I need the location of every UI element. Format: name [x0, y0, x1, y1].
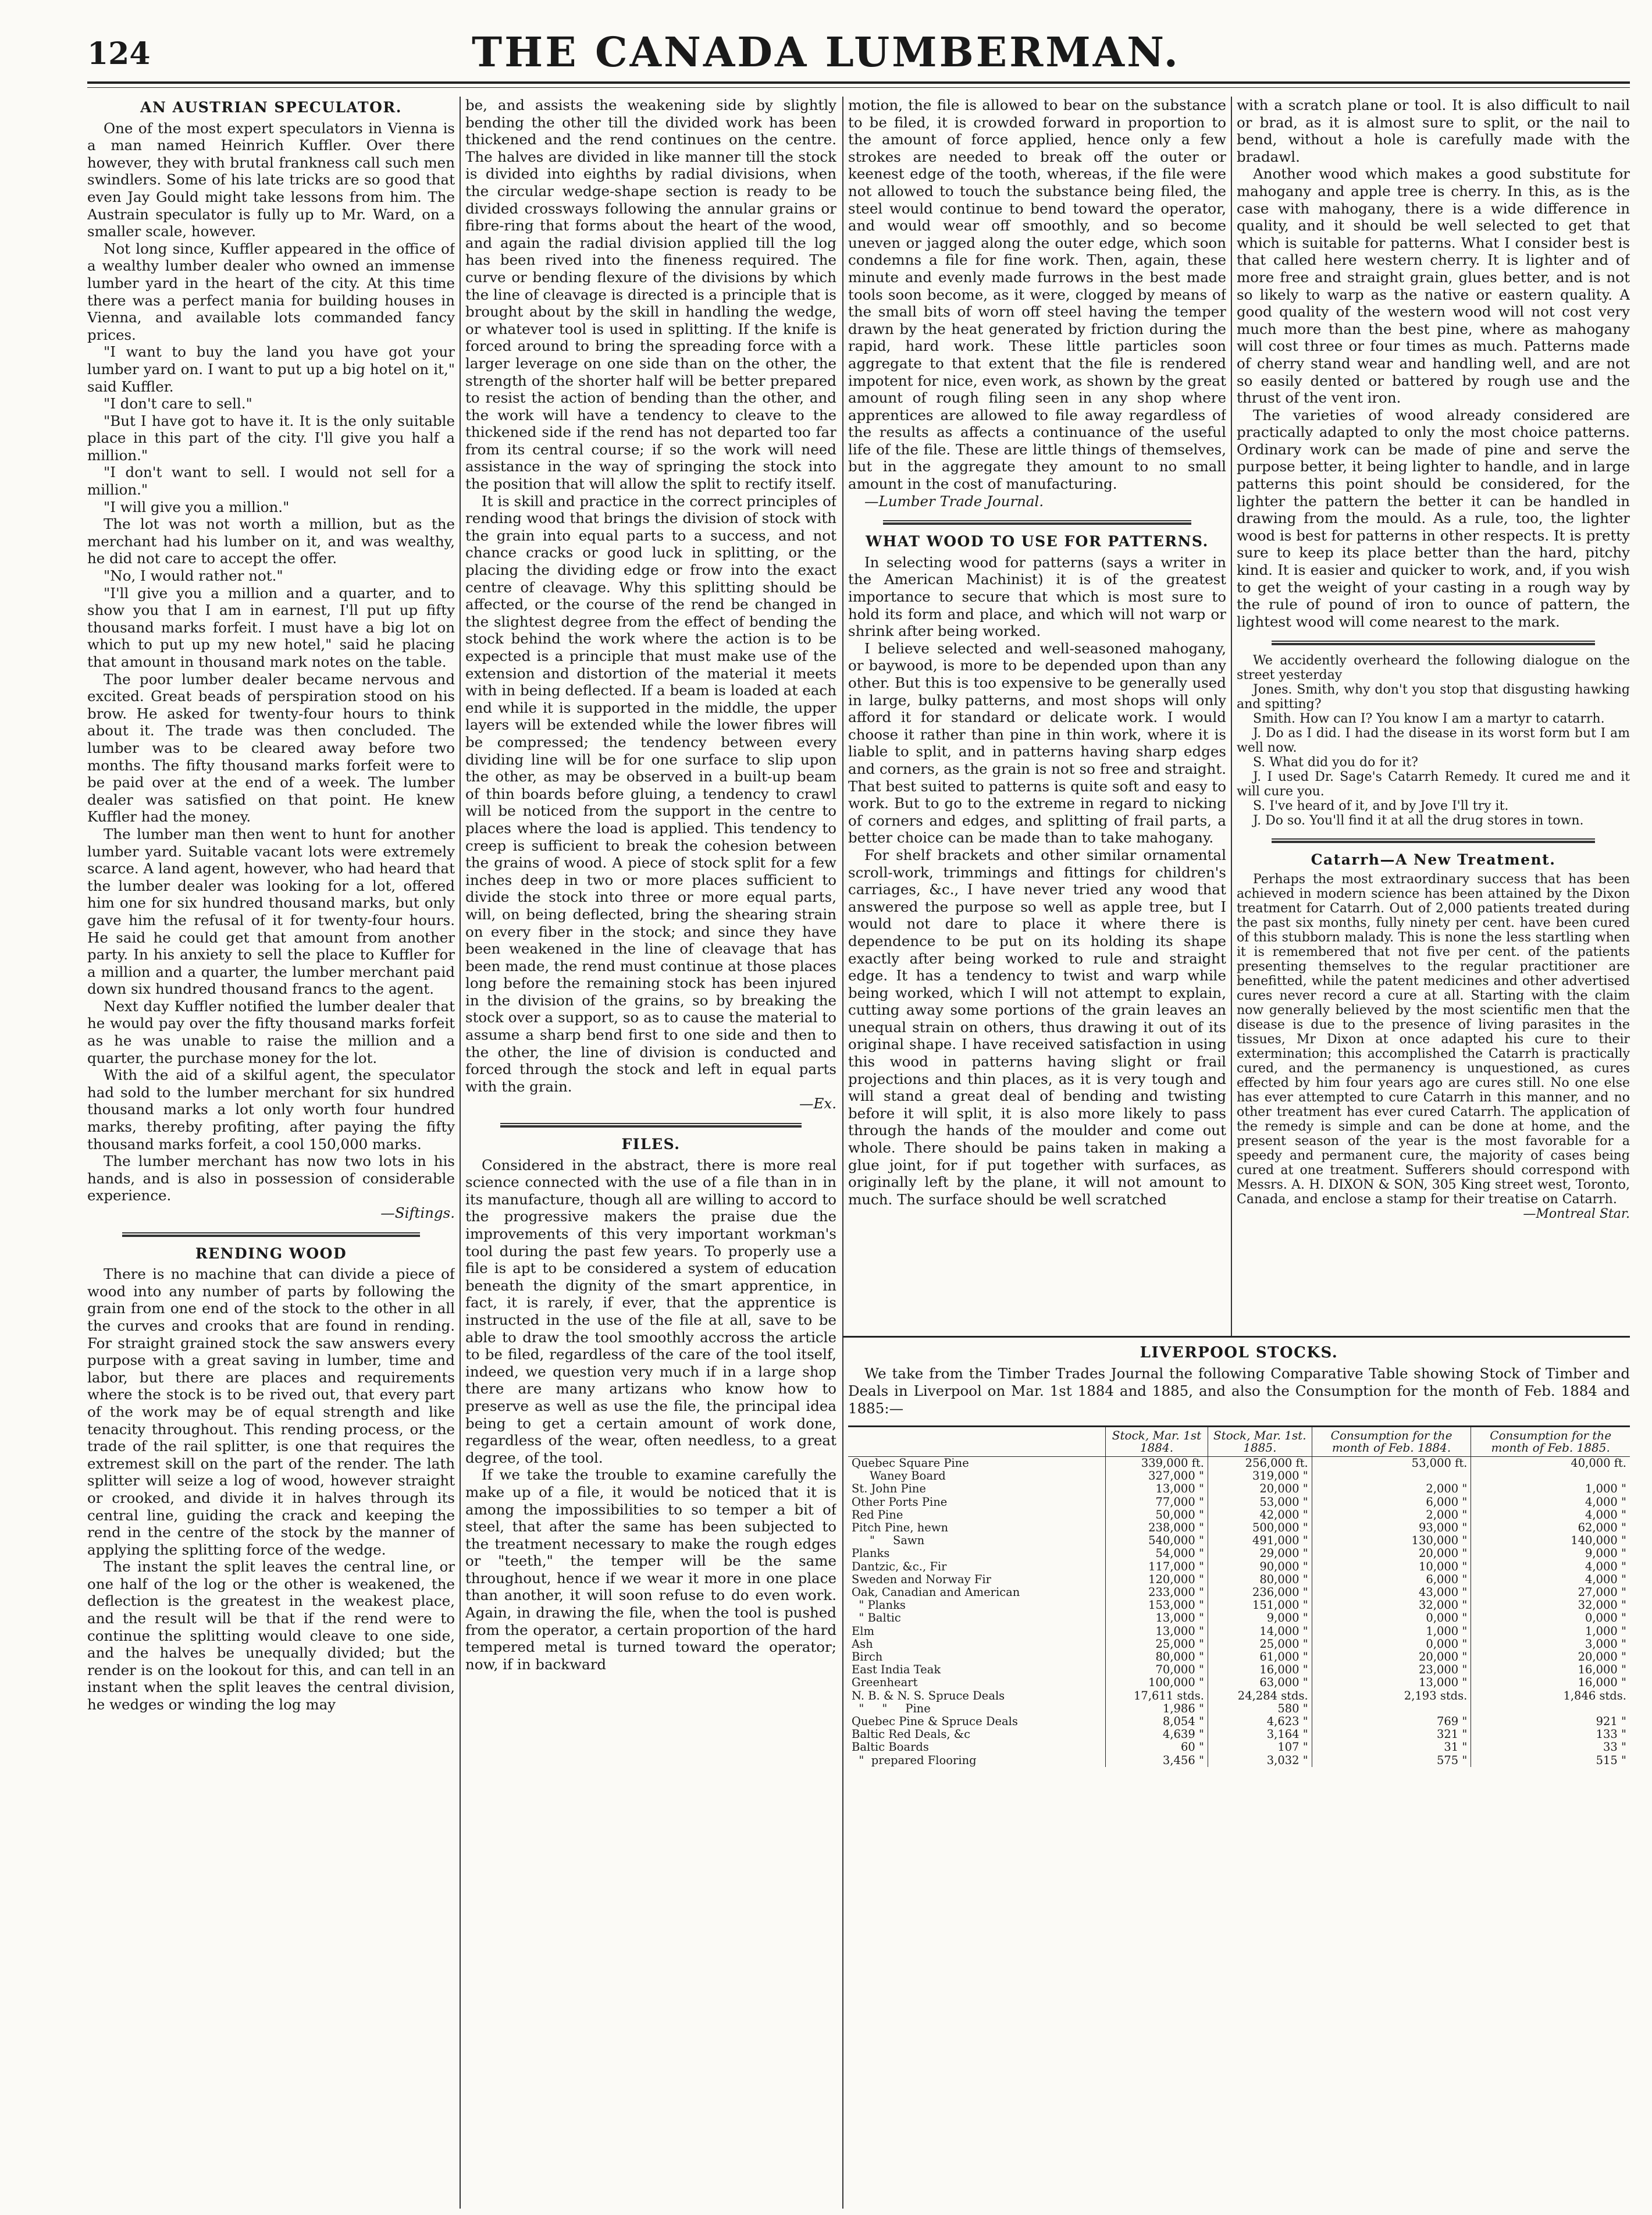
paragraph: It is skill and practice in the correct principles of rending wood that brings the division of stock with the grain into equal parts to a success, and not chance cracks or good luck in splitting, or the placing the dividing edge or frow into the exact centre of cleavage. Why this splitting should be affected, or the course of the rend be changed in the slightest degree from the effect of bending the stock behind the work where the action is to be expected is a principle that must make use of the extension and distortion of the material it meets with in being deflected. If a beam is loaded at each end while it is supported in the middle, the upper layers will be extended while the lower fibres will be compressed; the tendency between every dividing line will be for one surface to slip upon the other, as may be observed in a built-up beam of thin boards before gluing, a tendency to crawl will be noticed from the support in the centre to places where the load is applied. This tendency to creep is sufficient to break the cohesion between the grains of wood. A piece of stock split for a few inches deep in two or more places sufficient to divide the stock into three or more equal parts, will, on being deflected, bring the shearing strain on every fiber in the stock; and since they have been weakened in the line of cleavage that has been made, the rend must continue at those places long before the remaining stock has been injured in the division of the grains, so by breaking the stock over a support, so as to cause the material to assume a sharp bend first to one side and then to the other, the line of division is conducted and forced through the stock and left in equal parts with the grain. — [465, 492, 836, 1095]
table-row — [848, 1741, 1630, 1754]
stocks-header-blank — [848, 1427, 1106, 1457]
article-separator — [1272, 641, 1595, 642]
stock-value: 13,000 " — [1312, 1676, 1471, 1689]
files-signature: —Lumber Trade Journal. — [864, 492, 1044, 510]
article-separator — [1272, 643, 1595, 645]
table-row — [848, 1573, 1630, 1586]
article-separator — [883, 522, 1191, 525]
column-rule — [842, 97, 843, 2209]
stock-value: 1,846 stds. — [1471, 1690, 1630, 1702]
paragraph: If we take the trouble to examine carefully the make up of a file, it would be noticed that it is among the impossibilities to so temper a bit of steel, that after the same has been subjected to the treatment necessary to make the rough edges or "teeth," the temper will be the same throughout, hence if we wear it more in one place than another, it will soon refuse to do even work. Again, in drawing the file, when the tool is pushed from the operator, a certain proportion of the hard tempered metal is turned toward the operator; now, if in backward — [465, 1466, 836, 1673]
stock-value: 6,000 " — [1312, 1496, 1471, 1509]
stock-item-name: Sweden and Norway Fir — [852, 1572, 991, 1586]
stock-value: 3,164 " — [1208, 1728, 1312, 1741]
patterns-body-part2 — [1237, 97, 1630, 630]
stock-value: 43,000 " — [1312, 1586, 1471, 1599]
stock-item-name: Dantzic, &c., Fir — [852, 1559, 947, 1573]
table-row — [848, 1715, 1630, 1728]
stock-item-name: East India Teak — [852, 1663, 941, 1677]
stock-value: 319,000 " — [1208, 1470, 1312, 1482]
patterns-body-part1 — [848, 554, 1226, 1208]
stock-value: 107 " — [1208, 1741, 1312, 1754]
stocks-header-row — [848, 1427, 1630, 1457]
stock-value: 20,000 " — [1312, 1547, 1471, 1560]
table-row — [848, 1663, 1630, 1676]
stocks-header: Consumption for the month of Feb. 1885. — [1471, 1427, 1630, 1457]
catarrh-signature: —Montreal Star. — [1523, 1207, 1630, 1221]
paragraph: "No, I would rather not." — [104, 567, 283, 585]
article-title-files: FILES. — [621, 1136, 681, 1153]
stock-value: 327,000 " — [1106, 1470, 1208, 1482]
paragraph: J. Do so. You'll find it at all the drug stores in town. — [1253, 813, 1584, 829]
stocks-rule — [842, 1336, 1630, 1338]
stocks-header: Stock, Mar. 1st 1884. — [1106, 1427, 1208, 1457]
table-row — [848, 1509, 1630, 1521]
stock-value: 16,000 " — [1471, 1663, 1630, 1676]
rending-body-part2 — [465, 97, 836, 1095]
stock-value: 53,000 " — [1208, 1496, 1312, 1509]
stock-value: 117,000 " — [1106, 1560, 1208, 1573]
stock-value: 13,000 " — [1106, 1625, 1208, 1638]
stock-value: 4,623 " — [1208, 1715, 1312, 1728]
stock-value: 580 " — [1208, 1702, 1312, 1715]
austrian-body — [87, 120, 455, 1204]
paragraph: Considered in the abstract, there is more real science connected with the use of a file than in in its manufacture, though all are willing to accord to the progressive makers the praise due the improvements of this very important workman's tool during the past few years. To properly use a file is apt to be considered a system of education beneath the dignity of the smart apprentice, in fact, it is rarely, if ever, that the apprentice is instructed in the use of the file at all, save to be able to draw the tool smoothly accross the article to be filed, regardless of the care of the tool itself, indeed, we question very much if in a large shop there are many artizans who know how to preserve as well as use the file, the principal idea being to get a certain amount of work done, regardless of the wear, often needless, to a great degree, of the tool. — [465, 1156, 836, 1466]
stock-item-name: Quebec Square Pine — [852, 1456, 969, 1470]
paragraph: "I will give you a million." — [104, 498, 290, 515]
paragraph: motion, the file is allowed to bear on the substance to be filed, it is crowded forward in proportion to the amount of force applied, hence only a few strokes are needed to break off the outer or keenest edge of the tooth, whereas, if the file were not allowed to touch the substance being filed, the steel would continue to bend toward the operator, and would wear off smoothly, and so become uneven or jagged along the outer edge, which soon condemns a file for fine work. Then, again, these minute and evenly made furrows in the best made tools soon become, as it were, clogged by means of the small bits of worn off steel having the temper drawn by the heat generated by friction during the rapid, hard work. These little particles soon aggregate to that extent that the file is rendered impotent for nice, even work, as shown by the great amount of rough filing seen in any shop where apprentices are allowed to file away regardless of the results as affects a continuance of the useful life of the file. These are little things of themselves, but in the aggregate they amount to no small amount in the cost of manufacturing. — [848, 97, 1226, 493]
stock-value: 8,054 " — [1106, 1715, 1208, 1728]
table-row — [848, 1690, 1630, 1702]
article-separator — [883, 520, 1191, 521]
stock-value: 130,000 " — [1312, 1534, 1471, 1547]
stock-value: 33 " — [1471, 1741, 1630, 1754]
stock-value: 20,000 " — [1471, 1651, 1630, 1663]
article-separator — [500, 1125, 802, 1128]
table-row — [848, 1457, 1630, 1470]
article-title-catarrh: Catarrh—A New Treatment. — [1311, 851, 1556, 869]
stock-value: 29,000 " — [1208, 1547, 1312, 1560]
stock-value: 339,000 ft. — [1106, 1457, 1208, 1470]
paragraph: The lumber man then went to hunt for another lumber yard. Suitable vacant lots were extremely scarce. A land agent, however, who had heard that the lumber dealer was looking for a lot, offered him one for six hundred thousand marks, but only gave him the refusal of it for twenty-four hours. He said he could get that amount from another party. In his anxiety to sell the place to Kuffler for a million and a quarter, the lumber merchant paid down six hundred thousand francs to the agent. — [87, 825, 455, 998]
stock-value: 16,000 " — [1471, 1676, 1630, 1689]
stock-value: 60 " — [1106, 1741, 1208, 1754]
stock-value: 63,000 " — [1208, 1676, 1312, 1689]
paragraph: The poor lumber dealer became nervous and excited. Great beads of perspiration stood on his brow. He asked for twenty-four hours to think about it. The trade was then concluded. The lumber was to be cleared away before two months. The fifty thousand marks forfeit were to be paid over at the end of a week. The lumber dealer was satisfied on that point. He knew Kuffler had the money. — [87, 670, 455, 826]
paragraph: The lot was not worth a million, but as the merchant had his lumber on it, and was wealthy, he did not care to accept the offer. — [87, 515, 455, 567]
table-row — [848, 1586, 1630, 1599]
stock-value: 540,000 " — [1106, 1534, 1208, 1547]
stock-item-name: Baltic Boards — [852, 1740, 929, 1754]
stock-item-name: Pitch Pine, hewn — [852, 1521, 949, 1535]
stock-value: 0,000 " — [1312, 1612, 1471, 1624]
stock-value: 16,000 " — [1208, 1663, 1312, 1676]
stock-item-name: " prepared Flooring — [852, 1753, 977, 1767]
stock-value: 233,000 " — [1106, 1586, 1208, 1599]
stock-item-name: Red Pine — [852, 1508, 903, 1521]
article-separator — [500, 1123, 802, 1124]
paragraph: One of the most expert speculators in Vienna is a man named Heinrich Kuffler. Over there however, they with brutal frankness call such men swindlers. Some of his late tricks are so good that even Jay Gould might take lessons from him. The Austrain speculator is fully up to Mr. Ward, on a smaller scale, however. — [87, 119, 455, 240]
table-row — [848, 1728, 1630, 1741]
table-row — [848, 1625, 1630, 1638]
stock-item-name: Planks — [852, 1546, 890, 1560]
stock-value: 153,000 " — [1106, 1599, 1208, 1612]
paragraph: "I don't care to sell." — [104, 395, 252, 413]
stock-value: 32,000 " — [1471, 1599, 1630, 1612]
stock-item-name: Waney Board — [852, 1469, 946, 1483]
stock-value: 25,000 " — [1208, 1638, 1312, 1651]
stock-item-name: Birch — [852, 1650, 883, 1664]
rending-signature: —Ex. — [799, 1095, 836, 1112]
paragraph: There is no machine that can divide a piece of wood into any number of parts by following the grain from one end of the stock to the other in all the curves and crooks that are found in rending. For straight grained stock the saw answers every purpose with a great saving in lumber, time and labor, but there are places and requirements where the stock is to be rived out, that every part of the work may be of equal strength and like tenacity throughout. This rending process, or the trade of the rail splitter, is one that requires the extremest skill on the part of the render. The lath splitter will seize a log of wood, however straight or crooked, and divide it in halves through its central line, guiding the crack and keeping the rend in the centre of the stock by the manner of applying the splitting force of the wedge. — [87, 1265, 455, 1558]
dialogue-intro: We accidently overheard the following dialogue on the street yesterday — [1237, 653, 1630, 683]
stocks-intro: We take from the Timber Trades Journal the following Comparative Table showing Stock of Timber and Deals in Liverpool on Mar. 1st 1884 and 1885, and also the Consumption for the month of Feb. 1884 and 1885:— — [848, 1365, 1630, 1417]
header-rule-thin — [87, 87, 1630, 88]
stock-value: 2,000 " — [1312, 1482, 1471, 1495]
column-4 — [1237, 97, 1630, 1336]
stock-value — [1471, 1470, 1630, 1482]
table-row — [848, 1702, 1630, 1715]
paragraph: S. I've heard of it, and by Jove I'll try it. — [1253, 799, 1509, 814]
stock-value: 20,000 " — [1312, 1651, 1471, 1663]
stock-value: 769 " — [1312, 1715, 1471, 1728]
paragraph: The lumber merchant has now two lots in his hands, and is also in possession of considerable experience. — [87, 1153, 455, 1204]
stock-value: 42,000 " — [1208, 1509, 1312, 1521]
stock-value: 17,611 stds. — [1106, 1690, 1208, 1702]
stock-value: 6,000 " — [1312, 1573, 1471, 1586]
liverpool-stocks — [848, 1344, 1630, 1767]
table-row — [848, 1547, 1630, 1560]
stock-value: 3,000 " — [1471, 1638, 1630, 1651]
paragraph: Jones. Smith, why don't you stop that disgusting hawking and spitting? — [1237, 682, 1630, 712]
stock-value: 10,000 " — [1312, 1560, 1471, 1573]
stock-value: 4,000 " — [1471, 1560, 1630, 1573]
table-row — [848, 1638, 1630, 1651]
table-row — [848, 1470, 1630, 1482]
stock-item-name: Oak, Canadian and American — [852, 1585, 1020, 1599]
paragraph: "I want to buy the land you have got your lumber yard on. I want to put up a big hotel on it," said Kuffler. — [87, 343, 455, 395]
stocks-table — [848, 1425, 1630, 1767]
stock-value: 77,000 " — [1106, 1496, 1208, 1509]
stock-value: 921 " — [1471, 1715, 1630, 1728]
table-row — [848, 1612, 1630, 1624]
article-separator — [122, 1235, 420, 1237]
stock-item-name: St. John Pine — [852, 1482, 926, 1496]
paragraph: The varieties of wood already considered are practically adapted to only the most choice patterns. Ordinary work can be made of pine and serve the purpose better, it being lighter to handle, and in large patterns this point should be considered, for the lighter the pattern the better it can be handled in drawing from the mould. As a rule, too, the lighter wood is best for patterns in other respects. It is pretty sure to keep its place better than the hard, pitchy kind. It is easier and quicker to work, and, if you wish to get the weight of your casting in a rough way by the rule of pound of iron to ounce of pattern, the lightest wood will come nearest to the mark. — [1237, 406, 1630, 630]
stock-value: 100,000 " — [1106, 1676, 1208, 1689]
stock-value: 4,639 " — [1106, 1728, 1208, 1741]
table-row — [848, 1651, 1630, 1663]
stock-value: 93,000 " — [1312, 1521, 1471, 1534]
paragraph: S. What did you do for it? — [1253, 755, 1418, 770]
paragraph: "I don't want to sell. I would not sell for a million." — [87, 464, 455, 499]
article-title-austrian: AN AUSTRIAN SPECULATOR. — [140, 99, 402, 116]
files-body-part2 — [848, 97, 1226, 493]
article-title-rending: RENDING WOOD — [195, 1245, 347, 1262]
catarrh-body — [1237, 872, 1630, 1207]
stock-item-name: " " Pine — [852, 1701, 931, 1715]
paragraph: with a scratch plane or tool. It is also difficult to nail or brad, as it is almost sure to split, or the nail to bend, without a hole is carefully made with the bradawl. — [1237, 97, 1630, 165]
paragraph: "But I have got to have it. It is the only suitable place in this part of the city. I'll give you half a million." — [87, 412, 455, 464]
stock-value: 13,000 " — [1106, 1482, 1208, 1495]
stock-value: 575 " — [1312, 1754, 1471, 1767]
stock-value: 61,000 " — [1208, 1651, 1312, 1663]
stock-value: 70,000 " — [1106, 1663, 1208, 1676]
table-row — [848, 1599, 1630, 1612]
stock-value: 80,000 " — [1208, 1573, 1312, 1586]
dialogue-lines — [1237, 682, 1630, 828]
paragraph: J. Do as I did. I had the disease in its worst form but I am well now. — [1237, 726, 1630, 756]
paragraph: "I'll give you a million and a quarter, and to show you that I am in earnest, I'll put up fifty thousand marks forfeit. I must have a big lot on which to put up my new hotel," said he placing that amount in thousand mark notes on the table. — [87, 584, 455, 670]
stock-value: 140,000 " — [1471, 1534, 1630, 1547]
stock-value: 120,000 " — [1106, 1573, 1208, 1586]
stock-value: 50,000 " — [1106, 1509, 1208, 1521]
stock-value: 3,456 " — [1106, 1754, 1208, 1767]
article-separator — [122, 1232, 420, 1233]
table-row — [848, 1521, 1630, 1534]
stocks-header: Stock, Mar. 1st. 1885. — [1208, 1427, 1312, 1457]
table-row — [848, 1676, 1630, 1689]
paragraph: In selecting wood for patterns (says a writer in the American Machinist) it is of the greatest importance to secure that which is most sure to hold its form and place, and which will not warp or shrink after being worked. — [848, 553, 1226, 640]
stock-value: 236,000 " — [1208, 1586, 1312, 1599]
stock-value: 151,000 " — [1208, 1599, 1312, 1612]
paragraph: J. I used Dr. Sage's Catarrh Remedy. It cured me and it will cure you. — [1237, 770, 1630, 799]
stock-value: 4,000 " — [1471, 1573, 1630, 1586]
stock-value: 256,000 ft. — [1208, 1457, 1312, 1470]
article-separator — [1272, 841, 1595, 843]
stock-value: 500,000 " — [1208, 1521, 1312, 1534]
stock-value: 2,193 stds. — [1312, 1690, 1471, 1702]
stock-item-name: Quebec Pine & Spruce Deals — [852, 1715, 1018, 1729]
column-3 — [848, 97, 1226, 1336]
column-rule — [1231, 97, 1232, 1336]
article-title-patterns: WHAT WOOD TO USE FOR PATTERNS. — [866, 533, 1209, 550]
stock-value: 238,000 " — [1106, 1521, 1208, 1534]
stock-value: 32,000 " — [1312, 1599, 1471, 1612]
stock-value: 1,000 " — [1471, 1482, 1630, 1495]
paragraph: Another wood which makes a good substitute for mahogany and apple tree is cherry. In this, as is the case with mahogany, there is a wide difference in quality, and it should be well selected to get that which is suitable for patterns. What I consider best is that called here western cherry. It is lighter and of more free and straight grain, glues better, and is not so likely to warp as the native or eastern quality. A good quality of the western wood will not cost very much more than the best pine, where as mahogany will cost three or four times as much. Patterns made of cherry stand wear and handling well, and are not so easily dented or battered by rough use and the thrust of the vent iron. — [1237, 165, 1630, 407]
stock-value: 1,986 " — [1106, 1702, 1208, 1715]
stock-value: 9,000 " — [1471, 1547, 1630, 1560]
stock-value: 62,000 " — [1471, 1521, 1630, 1534]
stock-value: 31 " — [1312, 1741, 1471, 1754]
stock-item-name: " Baltic — [852, 1611, 901, 1625]
table-row — [848, 1560, 1630, 1573]
stock-value: 2,000 " — [1312, 1509, 1471, 1521]
austrian-signature: —Siftings. — [380, 1204, 455, 1221]
table-row — [848, 1754, 1630, 1767]
stock-value: 54,000 " — [1106, 1547, 1208, 1560]
paragraph: Next day Kuffler notified the lumber dealer that he would pay over the fifty thousand marks forfeit as he was unable to raise the million and a quarter, the purchase money for the lot. — [87, 997, 455, 1066]
paragraph: Perhaps the most extraordinary success that has been achieved in modern science has been attained by the Dixon treatment for Catarrh. Out of 2,000 patients treated during the past six months, fully ninety per cent. have been cured of this stubborn malady. This is none the less startling when it is remembered that not five per cent. of the patients presenting themselves to the regular practitioner are benefitted, while the patent medicines and other advertised cures never record a cure at all. Starting with the claim now generally believed by the most scientific men that the disease is due to the presence of living parasites in the tissues, Mr Dixon at once adapted his cure to their extermination; this accomplished the Catarrh is practically cured, and the permanency is unquestioned, as cures effected by him four years ago are cures still. No one else has ever attempted to cure Catarrh in this manner, and no other treatment has ever cured Catarrh. The application of the remedy is simple and can be done at home, and the present season of the year is the most favorable for a speedy and permanent cure, the majority of cases being cured at one treatment. Sufferers should correspond with Messrs. A. H. DIXON & SON, 305 King street west, Toronto, Canada, and enclose a stamp for their treatise on Catarrh. — [1237, 872, 1630, 1207]
column-1 — [87, 97, 455, 2209]
stock-value: 4,000 " — [1471, 1496, 1630, 1509]
paragraph: With the aid of a skilful agent, the speculator had sold to the lumber merchant for six hundred thousand marks a lot only worth four hundred marks, thereby profiting, after paying the fifty thousand marks forfeit, a cool 150,000 marks. — [87, 1066, 455, 1153]
stock-value: 491,000 " — [1208, 1534, 1312, 1547]
stock-value: 25,000 " — [1106, 1638, 1208, 1651]
paragraph: The instant the split leaves the central line, or one half of the log or the other is weakened, the deflection is the greatest in the weakest place, and the result will be that if the rend were to continue the splitting would cleave to one side, and the halves be unequally divided; but the render is on the lookout for this, and can tell in an instant when the split leaves the central division, he wedges or winding the log may — [87, 1558, 455, 1713]
paragraph: I believe selected and well-seasoned mahogany, or baywood, is more to be depended upon than any other. But this is too expensive to be generally used in large, bulky patterns, and most shops will only afford it for standard or delicate work. I would choose it rather than pine in thin work, where it is liable to split, and in patterns having sharp edges and corners, as the grain is not so free and straight. That best suited to patterns is quite soft and easy to work. But to go to the extreme in regard to nicking of corners and edges, and splitting of frail parts, a better choice can be made than to take mahogany. — [848, 639, 1226, 847]
stock-value: 13,000 " — [1106, 1612, 1208, 1624]
column-2 — [465, 97, 836, 2209]
stock-value: 9,000 " — [1208, 1612, 1312, 1624]
stocks-header: Consumption for the month of Feb. 1884. — [1312, 1427, 1471, 1457]
stock-value: 1,000 " — [1471, 1625, 1630, 1638]
paragraph: Smith. How can I? You know I am a martyr to catarrh. — [1253, 712, 1605, 727]
stock-value: 1,000 " — [1312, 1625, 1471, 1638]
stock-value: 0,000 " — [1312, 1638, 1471, 1651]
stocks-title: LIVERPOOL STOCKS. — [1140, 1344, 1338, 1361]
stocks-table-body — [848, 1457, 1630, 1767]
stock-value: 27,000 " — [1471, 1586, 1630, 1599]
stock-value: 40,000 ft. — [1471, 1457, 1630, 1470]
stock-item-name: N. B. & N. S. Spruce Deals — [852, 1688, 1005, 1702]
stock-item-name: Ash — [852, 1637, 873, 1651]
article-separator — [1272, 838, 1595, 840]
stock-value: 321 " — [1312, 1728, 1471, 1741]
stock-value: 0,000 " — [1471, 1612, 1630, 1624]
stock-value: 4,000 " — [1471, 1509, 1630, 1521]
header-rule — [87, 81, 1630, 84]
rending-body-part1 — [87, 1265, 455, 1713]
stock-item-name: " Planks — [852, 1598, 906, 1612]
page-number: 124 — [87, 36, 151, 72]
stock-value — [1312, 1470, 1471, 1482]
stock-item-name: Baltic Red Deals, &c — [852, 1727, 971, 1741]
stock-value — [1471, 1702, 1630, 1715]
paragraph: be, and assists the weakening side by slightly bending the other till the divided work has been thickened and the rend continues on the centre. The halves are divided in like manner till the stock is divided into eighths by radial divisions, when the circular wedge-shape section is ready to be divided crossways following the annular grains or fibre-ring that forms about the heart of the wood, and again the radial division applied till the log has been rived into the fineness required. The curve or bending flexure of the divisions by which the line of cleavage is directed is a principle that is brought about by the skill in handling the wedge, or whatever tool is used in splitting. If the knife is forced around to bring the spreading force with a larger leverage on one side than on the other, the strength of the shorter half will be better prepared to resist the action of bending than the other, and the work will have a tendency to cleave to the thickened side if the rend has not departed too far from its central course; if so the work will need assistance in the way of springing the stock into the position that will allow the split to rectify itself. — [465, 97, 836, 493]
stock-value: 515 " — [1471, 1754, 1630, 1767]
stock-value: 90,000 " — [1208, 1560, 1312, 1573]
stock-item-name: Elm — [852, 1624, 874, 1638]
stock-value: 133 " — [1471, 1728, 1630, 1741]
stock-value: 53,000 ft. — [1312, 1457, 1471, 1470]
stock-value: 20,000 " — [1208, 1482, 1312, 1495]
table-row — [848, 1534, 1630, 1547]
stock-value: 14,000 " — [1208, 1625, 1312, 1638]
paragraph: Not long since, Kuffler appeared in the office of a wealthy lumber dealer who owned an immense lumber yard in the heart of the city. At this time there was a perfect mania for building houses in Vienna, and available lots commanded fancy prices. — [87, 240, 455, 343]
column-rule — [460, 97, 461, 2209]
stock-value: 80,000 " — [1106, 1651, 1208, 1663]
stock-item-name: Greenheart — [852, 1676, 918, 1690]
table-row — [848, 1482, 1630, 1495]
stock-item-name: " Sawn — [852, 1534, 925, 1548]
stock-item-name: Other Ports Pine — [852, 1495, 948, 1509]
paragraph: For shelf brackets and other similar ornamental scroll-work, trimmings and fittings for children's carriages, &c., I have never tried any wood that answered the purpose so well as apple tree, but I would not dare to place it where there is dependence to be put on its holding its shape exactly after being worked to rule and straight edge. It has a tendency to twist and warp while being worked, which I will not attempt to explain, cutting away some portions of the grain leaves an unequal strain on others, thus drawing it out of its original shape. I have received satisfaction in using this wood in patterns having slight or frail projections and thin places, as it is very tough and will stand a great deal of bending and twisting before it will split, it is also more likely to pass through the hands of the moulder and come out whole. There should be pains taken in making a glue joint, for if put together with surfaces, as originally left by the plane, it will not amount to much. The surface should be well scratched — [848, 846, 1226, 1208]
stock-value — [1312, 1702, 1471, 1715]
table-row — [848, 1496, 1630, 1509]
stock-value: 3,032 " — [1208, 1754, 1312, 1767]
masthead: THE CANADA LUMBERMAN. — [472, 28, 1180, 76]
stock-value: 23,000 " — [1312, 1663, 1471, 1676]
stock-value: 24,284 stds. — [1208, 1690, 1312, 1702]
files-body-part1 — [465, 1157, 836, 1673]
